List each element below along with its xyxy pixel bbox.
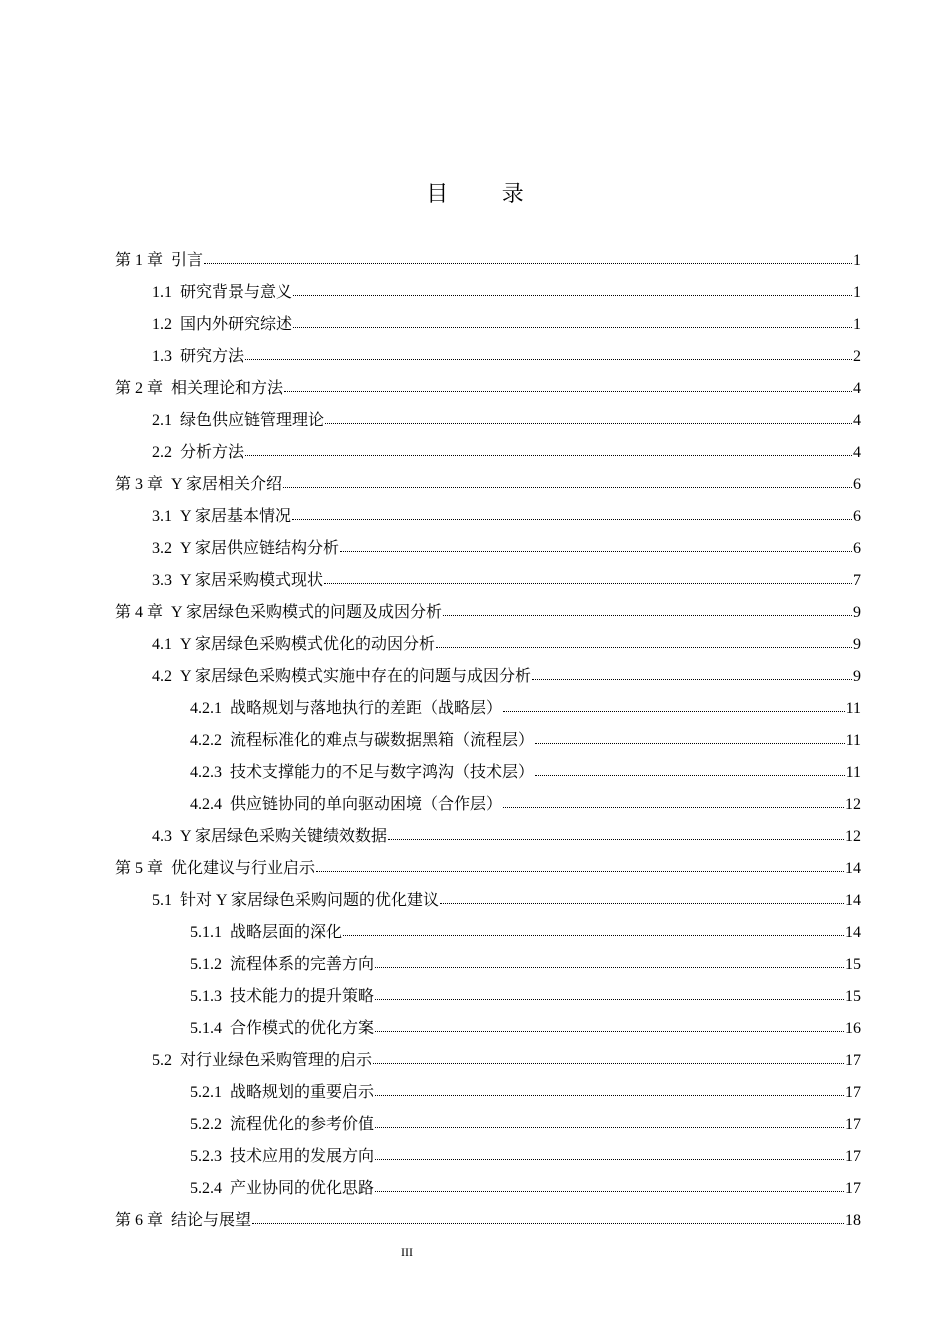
toc-entry-label: 针对 Y 家居绿色采购问题的优化建议 (180, 892, 439, 909)
toc-entry-number: 5.2.2 (190, 1116, 222, 1133)
dot-leader (293, 295, 852, 296)
toc-entry-page: 12 (845, 828, 861, 845)
toc-entry[interactable] (115, 1077, 861, 1109)
dot-leader (340, 551, 852, 552)
toc-entry-page: 2 (853, 348, 861, 365)
toc-entry-number: 2.2 (152, 444, 172, 461)
toc-entry[interactable] (115, 1045, 861, 1077)
toc-entry-number: 1.3 (152, 348, 172, 365)
toc-entry[interactable] (115, 405, 861, 437)
toc-entry-page: 4 (853, 380, 861, 397)
dot-leader (443, 615, 852, 616)
toc-entry-label: 技术能力的提升策略 (230, 988, 375, 1005)
toc-entry[interactable] (115, 661, 861, 693)
toc-entry[interactable] (115, 533, 861, 565)
toc-entry-label: 结论与展望 (171, 1212, 252, 1229)
toc-entry[interactable] (115, 789, 861, 821)
toc-entry-label: 合作模式的优化方案 (230, 1020, 375, 1037)
toc-entry-label: 研究方法 (180, 348, 245, 365)
toc-entry[interactable] (115, 341, 861, 373)
toc-entry-page: 6 (853, 508, 861, 525)
toc-entry-number: 第 4 章 (115, 604, 164, 621)
dot-leader (325, 423, 852, 424)
toc-entry-number: 4.2 (152, 668, 172, 685)
toc-entry-number: 5.2 (152, 1052, 172, 1069)
toc-entry-number: 5.2.1 (190, 1084, 222, 1101)
toc-entry-page: 17 (845, 1052, 861, 1069)
page-number: III (401, 1245, 413, 1259)
dot-leader (245, 359, 852, 360)
dot-leader (375, 1127, 844, 1128)
toc-entry-page: 7 (853, 572, 861, 589)
toc-entry-number: 4.3 (152, 828, 172, 845)
toc-entry-label: Y 家居绿色采购模式优化的动因分析 (180, 636, 435, 653)
toc-entry[interactable] (115, 981, 861, 1013)
dot-leader (375, 967, 844, 968)
dot-leader (532, 679, 852, 680)
toc-entry[interactable] (115, 1141, 861, 1173)
toc-entry-page: 17 (845, 1116, 861, 1133)
toc-entry-page: 14 (845, 860, 861, 877)
toc-entry-label: 技术应用的发展方向 (230, 1148, 375, 1165)
toc-entry-label: 流程标准化的难点与碳数据黑箱（流程层） (230, 732, 535, 749)
toc-entry-number: 5.1.4 (190, 1020, 222, 1037)
dot-leader (316, 871, 844, 872)
dot-leader (284, 391, 852, 392)
toc-entry-page: 4 (853, 412, 861, 429)
toc-entry-number: 2.1 (152, 412, 172, 429)
dot-leader (375, 999, 844, 1000)
toc-entry-number: 3.3 (152, 572, 172, 589)
toc-entry-number: 第 6 章 (115, 1212, 164, 1229)
toc-entry-label: 战略层面的深化 (230, 924, 343, 941)
dot-leader (535, 775, 845, 776)
toc-entry-label: 战略规划与落地执行的差距（战略层） (230, 700, 503, 717)
toc-entry-label: 流程体系的完善方向 (230, 956, 375, 973)
toc-entry-label: Y 家居供应链结构分析 (180, 540, 339, 557)
toc-entry[interactable] (115, 1109, 861, 1141)
dot-leader (252, 1223, 844, 1224)
toc-entry-page: 4 (853, 444, 861, 461)
toc-entry-label: 供应链协同的单向驱动困境（合作层） (230, 796, 503, 813)
toc-entry[interactable] (115, 1205, 861, 1237)
toc-entry-number: 第 5 章 (115, 860, 164, 877)
toc-entry-page: 14 (845, 892, 861, 909)
toc-entry-label: Y 家居绿色采购模式的问题及成因分析 (171, 604, 442, 621)
toc-entry-page: 15 (845, 956, 861, 973)
toc-entry-number: 4.2.1 (190, 700, 222, 717)
toc-entry-number: 5.2.4 (190, 1180, 222, 1197)
toc-entry-label: 技术支撑能力的不足与数字鸿沟（技术层） (230, 764, 535, 781)
toc-entry[interactable] (115, 1173, 861, 1205)
toc-entry[interactable] (115, 821, 861, 853)
toc-entry-label: 引言 (171, 252, 204, 269)
toc-entry[interactable] (115, 565, 861, 597)
toc-entry-number: 1.2 (152, 316, 172, 333)
toc-entry-number: 4.2.3 (190, 764, 222, 781)
toc-entry-page: 17 (845, 1084, 861, 1101)
toc-entry-page: 6 (853, 476, 861, 493)
toc-entry-number: 5.1 (152, 892, 172, 909)
toc-entry[interactable] (115, 693, 861, 725)
toc-entry-page: 1 (853, 316, 861, 333)
toc-entry-page: 17 (845, 1148, 861, 1165)
dot-leader (440, 903, 844, 904)
dot-leader (503, 807, 844, 808)
toc-entry-label: 优化建议与行业启示 (171, 860, 316, 877)
toc-entry-page: 9 (853, 668, 861, 685)
dot-leader (245, 455, 852, 456)
toc-entry-label: 产业协同的优化思路 (230, 1180, 375, 1197)
toc-entry-label: 战略规划的重要启示 (230, 1084, 375, 1101)
toc-entry-number: 5.1.1 (190, 924, 222, 941)
toc-entry-number: 3.2 (152, 540, 172, 557)
toc-entry[interactable] (115, 309, 861, 341)
toc-entry-page: 16 (845, 1020, 861, 1037)
toc-entry-label: Y 家居采购模式现状 (180, 572, 323, 589)
toc-entry-page: 12 (845, 796, 861, 813)
toc-entry-number: 4.2.2 (190, 732, 222, 749)
dot-leader (388, 839, 844, 840)
toc-entry-number: 3.1 (152, 508, 172, 525)
toc-entry[interactable] (115, 757, 861, 789)
toc-entry-page: 17 (845, 1180, 861, 1197)
toc-entry-label: 国内外研究综述 (180, 316, 293, 333)
dot-leader (535, 743, 845, 744)
dot-leader (503, 711, 845, 712)
toc-entry-label: Y 家居相关介绍 (171, 476, 282, 493)
toc-entry[interactable] (115, 501, 861, 533)
dot-leader (283, 487, 852, 488)
toc-entry-number: 5.2.3 (190, 1148, 222, 1165)
dot-leader (375, 1159, 844, 1160)
toc-entry-label: 研究背景与意义 (180, 284, 293, 301)
table-of-contents (115, 245, 861, 1237)
toc-entry-label: Y 家居基本情况 (180, 508, 291, 525)
toc-entry-page: 1 (853, 284, 861, 301)
dot-leader (375, 1191, 844, 1192)
toc-entry-number: 第 1 章 (115, 252, 164, 269)
toc-entry-number: 第 2 章 (115, 380, 164, 397)
toc-entry-page: 9 (853, 636, 861, 653)
toc-entry-page: 15 (845, 988, 861, 1005)
toc-entry-page: 11 (845, 700, 861, 717)
toc-entry-label: Y 家居绿色采购关键绩效数据 (180, 828, 387, 845)
toc-entry[interactable] (115, 437, 861, 469)
dot-leader (292, 519, 852, 520)
toc-entry[interactable] (115, 1013, 861, 1045)
toc-entry-label: 绿色供应链管理理论 (180, 412, 325, 429)
toc-entry[interactable] (115, 853, 861, 885)
toc-entry-label: Y 家居绿色采购模式实施中存在的问题与成因分析 (180, 668, 531, 685)
dot-leader (293, 327, 852, 328)
dot-leader (436, 647, 852, 648)
toc-entry[interactable] (115, 597, 861, 629)
toc-entry-label: 分析方法 (180, 444, 245, 461)
toc-entry-number: 1.1 (152, 284, 172, 301)
dot-leader (324, 583, 852, 584)
toc-entry[interactable] (115, 949, 861, 981)
toc-entry[interactable] (115, 629, 861, 661)
toc-entry-page: 11 (845, 764, 861, 781)
dot-leader (373, 1063, 844, 1064)
dot-leader (375, 1031, 844, 1032)
toc-entry-page: 6 (853, 540, 861, 557)
toc-entry-page: 11 (845, 732, 861, 749)
toc-entry[interactable] (115, 277, 861, 309)
toc-entry[interactable] (115, 373, 861, 405)
toc-entry[interactable] (115, 469, 861, 501)
toc-entry-number: 5.1.3 (190, 988, 222, 1005)
toc-entry[interactable] (115, 917, 861, 949)
toc-entry-page: 1 (853, 252, 861, 269)
toc-entry-label: 对行业绿色采购管理的启示 (180, 1052, 373, 1069)
toc-entry-page: 14 (845, 924, 861, 941)
toc-entry-label: 相关理论和方法 (171, 380, 284, 397)
toc-entry-number: 第 3 章 (115, 476, 164, 493)
page-title: 目 录 (426, 181, 548, 206)
toc-entry-number: 4.1 (152, 636, 172, 653)
toc-entry[interactable] (115, 885, 861, 917)
toc-entry[interactable] (115, 725, 861, 757)
toc-entry-number: 5.1.2 (190, 956, 222, 973)
toc-entry[interactable] (115, 245, 861, 277)
toc-entry-label: 流程优化的参考价值 (230, 1116, 375, 1133)
toc-entry-page: 18 (845, 1212, 861, 1229)
toc-entry-page: 9 (853, 604, 861, 621)
dot-leader (375, 1095, 844, 1096)
dot-leader (343, 935, 844, 936)
dot-leader (204, 263, 852, 264)
toc-entry-number: 4.2.4 (190, 796, 222, 813)
